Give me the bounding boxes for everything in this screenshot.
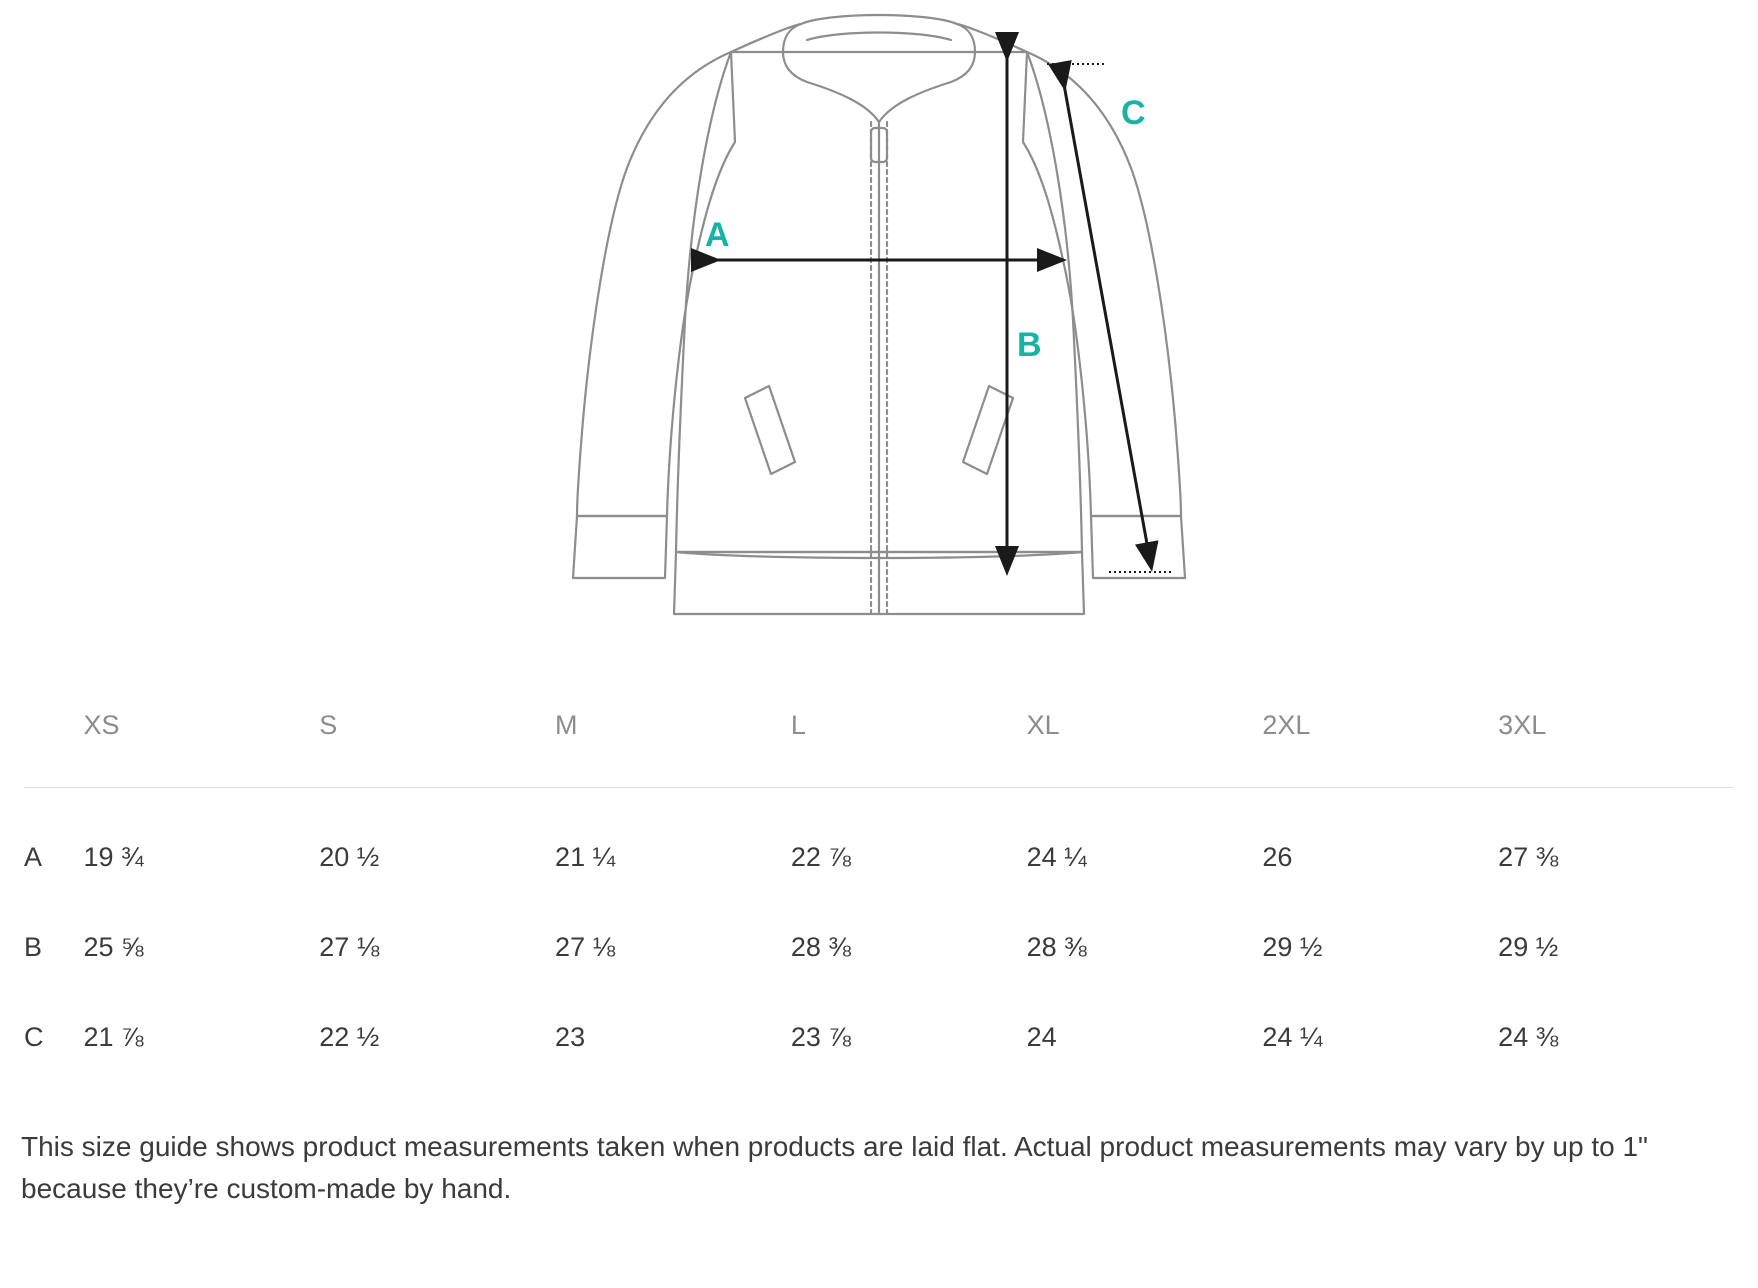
cell-b-xl: 28 ⅜ [1026, 931, 1087, 962]
table-row [24, 788, 1734, 903]
table-header-row [24, 700, 1734, 788]
cell-a-xs: 19 ¾ [83, 841, 144, 872]
cell-c-2xl: 24 ¼ [1262, 1021, 1323, 1052]
cell-b-2xl: 29 ½ [1262, 931, 1323, 962]
corner-cell [24, 700, 83, 788]
size-chart-body [24, 788, 1734, 1083]
row-key-b: B [24, 931, 43, 962]
cell-a-l: 22 ⅞ [790, 841, 851, 872]
jacket-illustration [499, 0, 1259, 680]
cell-a-m: 21 ¼ [555, 841, 616, 872]
size-header-xs: XS [83, 710, 120, 740]
cell-b-l: 28 ⅜ [790, 931, 851, 962]
row-key-a: A [24, 841, 43, 872]
cell-c-m: 23 [555, 1021, 586, 1052]
size-header-2xl: 2XL [1262, 710, 1311, 740]
cell-c-s: 22 ½ [319, 1021, 380, 1052]
cell-a-3xl: 27 ⅜ [1498, 841, 1559, 872]
row-key-c: C [24, 1021, 44, 1052]
size-header-3xl: 3XL [1498, 710, 1547, 740]
cell-a-2xl: 26 [1262, 841, 1293, 872]
size-header-m: M [555, 710, 578, 740]
cell-c-xs: 21 ⅞ [83, 1021, 144, 1052]
cell-b-m: 27 ⅛ [555, 931, 616, 962]
table-row [24, 992, 1734, 1082]
size-chart-head [24, 700, 1734, 788]
cell-b-3xl: 29 ½ [1498, 931, 1559, 962]
size-header-l: L [790, 710, 806, 740]
cell-b-xs: 25 ⅝ [83, 931, 144, 962]
cell-a-s: 20 ½ [319, 841, 380, 872]
size-chart-table [24, 700, 1734, 1082]
marker-label-c: C [1121, 94, 1146, 132]
size-header-s: S [319, 710, 338, 740]
marker-label-b: B [1017, 326, 1042, 364]
cell-c-xl: 24 [1026, 1021, 1057, 1052]
marker-label-a: A [705, 216, 730, 254]
size-header-xl: XL [1026, 710, 1060, 740]
cell-b-s: 27 ⅛ [319, 931, 380, 962]
table-row [24, 902, 1734, 992]
cell-a-xl: 24 ¼ [1026, 841, 1087, 872]
cell-c-3xl: 24 ⅜ [1498, 1021, 1559, 1052]
cell-c-l: 23 ⅞ [790, 1021, 851, 1052]
measurement-disclaimer: This size guide shows product measurements taken when products are laid flat. Actual product measurements may vary by up to 1" because they’re custom-made by hand. [21, 1131, 1648, 1204]
